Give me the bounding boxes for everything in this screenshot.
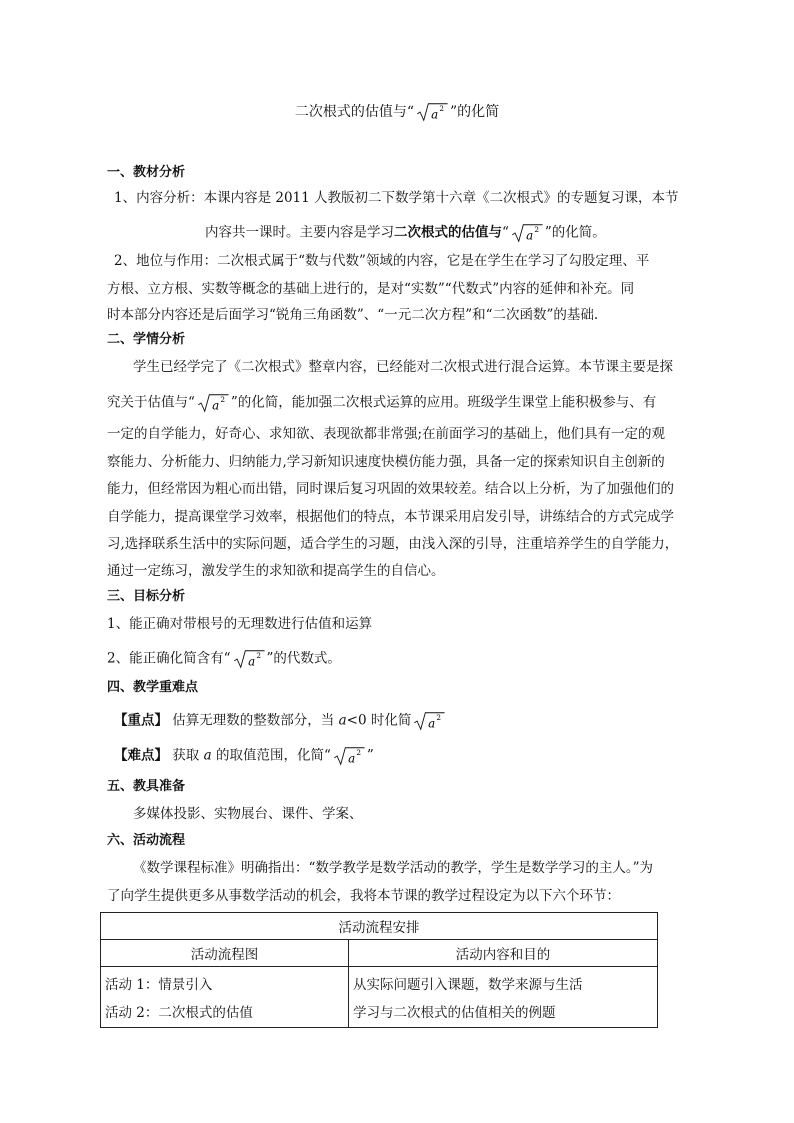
table-row [101, 967, 658, 1028]
title-suffix: ”的化简 [450, 104, 500, 120]
page-title [0, 101, 794, 123]
section-6-heading: 六、活动流程 [107, 833, 186, 848]
section-2-heading: 二、学情分析 [107, 332, 186, 347]
svg-text:a: a [347, 751, 356, 766]
learning-analysis-line-5: 能力，但经常因为粗心而出错，同时课后复习巩固的效果较差。结合以上分析，为了加强他们的 [107, 481, 674, 497]
svg-text:2: 2 [220, 395, 225, 405]
activity-intro-line-1: 《数学课程标准》明确指出：“数学教学是数学活动的教学，学生是数学学习的主人。”为 [133, 860, 654, 876]
table-header-row [101, 940, 658, 967]
section-4-heading: 四、教学重难点 [107, 680, 199, 695]
goal-1: 1、能正确对带根号的无理数进行估值和运算 [107, 616, 373, 632]
svg-text:a: a [247, 654, 255, 669]
content-analysis-line-1: 1、内容分析：本课内容是 2011 人教版初二下数学第十六章《二次根式》的专题复习课，本节 [114, 190, 679, 206]
sqrt-a-squared-icon [411, 710, 447, 732]
sqrt-a-squared-icon [509, 222, 545, 244]
table-caption: 活动流程安排 [101, 913, 658, 940]
learning-analysis-line-2: 究关于估值与“ a 2 ”的化简，能加强二次根式运算的应用。班级学生课堂上能积极参与、有 [107, 392, 656, 414]
svg-text:2: 2 [356, 748, 361, 758]
svg-text:a: a [428, 716, 436, 731]
activity-1: 活动 1：情景引入 [105, 977, 213, 993]
goal-2: 2、能正确化简含有“ a 2 ”的代数式。 [107, 648, 341, 670]
activity-list-cell [101, 967, 349, 1028]
learning-analysis-line-3: 一定的自学能力，好奇心、求知欲、表现欲都非常强;在前面学习的基础上，他们具有一定的观 [107, 426, 666, 442]
svg-text:2: 2 [439, 104, 445, 114]
svg-text:a: a [211, 398, 220, 413]
column-header-flow: 活动流程图 [101, 940, 349, 967]
content-analysis-bold: 二次根式的估值与 [394, 224, 502, 241]
sqrt-a-squared-icon [414, 101, 450, 123]
learning-analysis-line-6: 自学能力，提高课堂学习效率，根据他们的特点，本节课采用启发引导，讲练结合的方式完成学 [107, 509, 674, 525]
svg-text:2: 2 [534, 225, 539, 235]
svg-text:a: a [431, 107, 439, 122]
key-point-label: 【重点】 [114, 712, 168, 729]
materials-list: 多媒体投影、实物展台、课件、学案、 [133, 806, 363, 822]
section-1-heading: 一、教材分析 [107, 165, 186, 180]
activity-intro-line-2: 了向学生提供更多从事数学活动的机会，我将本节课的教学过程设定为以下六个环节： [107, 888, 620, 904]
svg-text:2: 2 [436, 713, 442, 723]
title-prefix: 二次根式的估值与“ [294, 104, 414, 120]
activity-2: 活动 2：二次根式的估值 [105, 1005, 253, 1021]
sqrt-a-squared-icon [195, 392, 231, 414]
activity-flow-table [100, 912, 658, 1028]
table-caption-row [101, 913, 658, 940]
sqrt-a-squared-icon [331, 745, 367, 767]
purpose-1: 从实际问题引入课题，数学来源与生活 [353, 977, 583, 993]
role-line-1: 2、地位与作用：二次根式属于“数与代数”领域的内容，它是在学生在学习了勾股定理、平 [114, 253, 650, 269]
role-line-3: 时本部分内容还是后面学习“锐角三角函数”、“一元二次方程”和“二次函数”的基础. [107, 307, 599, 323]
difficult-point-label: 【难点】 [114, 747, 168, 764]
learning-analysis-line-8: 通过一定练习，激发学生的求知欲和提高学生的自信心。 [107, 563, 445, 579]
learning-analysis-line-7: 习,选择联系生活中的实际问题，适合学生的习题，由浅入深的引导，注重培养学生的自学能力， [107, 536, 679, 552]
purpose-2: 学习与二次根式的估值相关的例题 [353, 1005, 556, 1021]
activity-purpose-cell [349, 967, 658, 1028]
learning-analysis-line-4: 察能力、分析能力、归纳能力,学习新知识速度快模仿能力强，具备一定的探索知识自主创新的 [107, 454, 665, 470]
difficult-point: 【难点】 获取 a 的取值范围，化简“ a 2 ” [114, 745, 374, 767]
column-header-content: 活动内容和目的 [349, 940, 658, 967]
svg-text:2: 2 [255, 651, 261, 661]
section-5-heading: 五、教具准备 [107, 779, 186, 794]
svg-text:a: a [525, 228, 534, 243]
content-analysis-line-2: 内容共一课时。主要内容是学习二次根式的估值与“ a 2 ”的化简。 [205, 222, 606, 244]
section-3-heading: 三、目标分析 [107, 589, 186, 604]
key-point: 【重点】 估算无理数的整数部分，当 a<0 时化简 a 2 [114, 710, 447, 732]
sqrt-a-squared-icon [231, 648, 267, 670]
learning-analysis-line-1: 学生已经学完了《二次根式》整章内容，已经能对二次根式进行混合运算。本节课主要是探 [133, 359, 673, 375]
role-line-2: 方根、立方根、实数等概念的基础上进行的，是对“实数”“代数式”内容的延伸和补充。同 [107, 281, 635, 297]
